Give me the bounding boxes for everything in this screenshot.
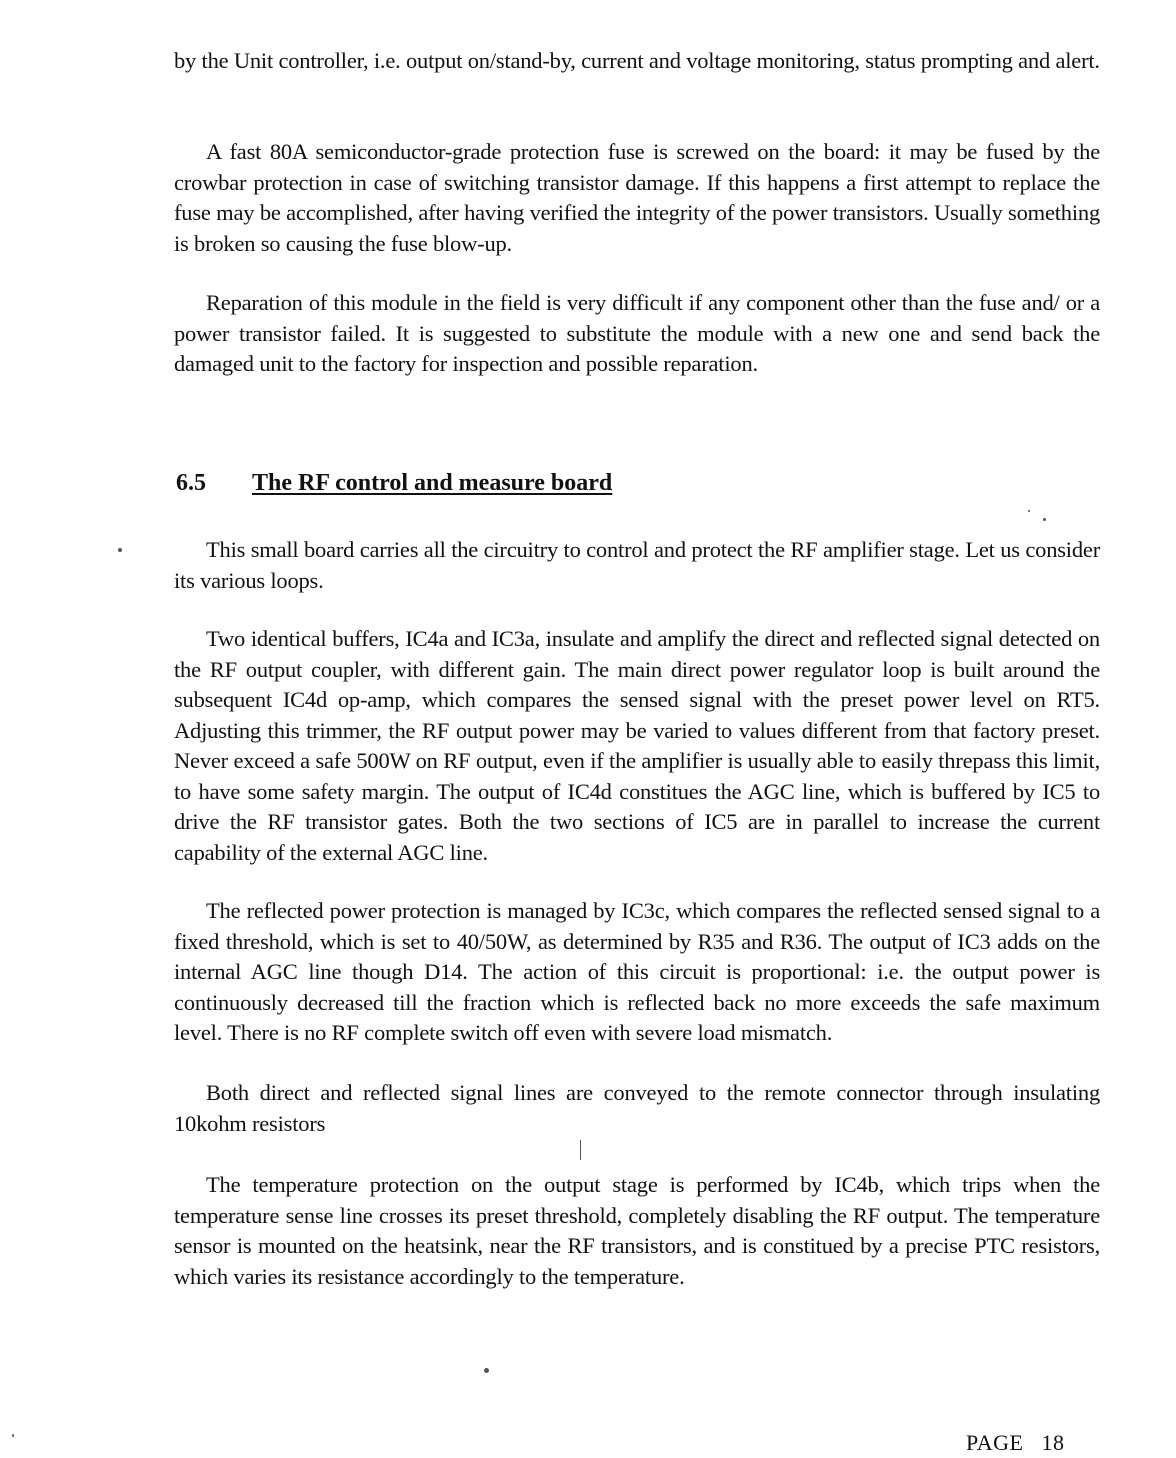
page-footer bbox=[966, 1430, 1064, 1456]
scan-speck bbox=[118, 548, 122, 552]
paragraph-intro: This small board carries all the circuitry to control and protect the RF amplifier stage. Let us consider its various loops. bbox=[174, 537, 1100, 593]
section-heading bbox=[176, 470, 612, 497]
paragraph-reparation: Reparation of this module in the field is very difficult if any component other than the fuse and/ or a power transistor failed. It is suggested to substitute the module with a new one and send back the damaged unit to the factory for inspection and possible reparation. bbox=[174, 290, 1100, 376]
page-number: 18 bbox=[1041, 1430, 1065, 1455]
page-label: PAGE bbox=[966, 1430, 1024, 1455]
paragraph-reflected-power: The reflected power protection is managed by IC3c, which compares the reflected sensed signal to a fixed threshold, which is set to 40/50W, as determined by R35 and R36. The output of IC3 adds on the internal AGC line though D14. The action of this circuit is proportional: i.e. the output power is continuously decreased till the fraction which is reflected back no more exceeds the safe maximum level. There is no RF complete switch off even with severe load mismatch. bbox=[174, 898, 1100, 1045]
scan-speck bbox=[484, 1368, 489, 1373]
paragraph-signal-lines: Both direct and reflected signal lines are conveyed to the remote connector through insulating 10kohm resistors bbox=[174, 1080, 1100, 1136]
paragraph-continuation: by the Unit controller, i.e. output on/stand-by, current and voltage monitoring, status prompting and alert. bbox=[174, 48, 1100, 73]
scan-speck bbox=[1043, 518, 1046, 521]
scan-speck bbox=[1028, 510, 1030, 512]
section-title: The RF control and measure board bbox=[252, 470, 613, 496]
scan-speck bbox=[580, 1140, 581, 1160]
scan-speck bbox=[12, 1434, 14, 1437]
section-number: 6.5 bbox=[176, 470, 206, 496]
paragraph-temperature: The temperature protection on the output stage is performed by IC4b, which trips when the temperature sense line crosses its preset threshold, completely disabling the RF output. The temperature sensor is mounted on the heatsink, near the RF transistors, and is constitued by a precise PTC resistors, which varies its resistance accordingly to the temperature. bbox=[174, 1172, 1100, 1289]
paragraph-buffers: Two identical buffers, IC4a and IC3a, insulate and amplify the direct and reflected signal detected on the RF output coupler, with different gain. The main direct power regulator loop is built around the subsequent IC4d op-amp, which compares the sensed signal with the preset power level on RT5. Adjusting this trimmer, the RF output power may be varied to values different from that factory preset. Never exceed a safe 500W on RF output, even if the amplifier is usually able to easily threpass this limit, to have some safety margin. The output of IC4d constitues the AGC line, which is buffered by IC5 to drive the RF transistor gates. Both the two sections of IC5 are in parallel to increase the current capability of the external AGC line. bbox=[174, 626, 1100, 865]
paragraph-fuse: A fast 80A semiconductor-grade protection fuse is screwed on the board: it may be fused by the crowbar protection in case of switching transistor damage. If this happens a first attempt to replace the fuse may be accomplished, after having verified the integrity of the power transistors. Usually something is broken so causing the fuse blow-up. bbox=[174, 139, 1100, 256]
